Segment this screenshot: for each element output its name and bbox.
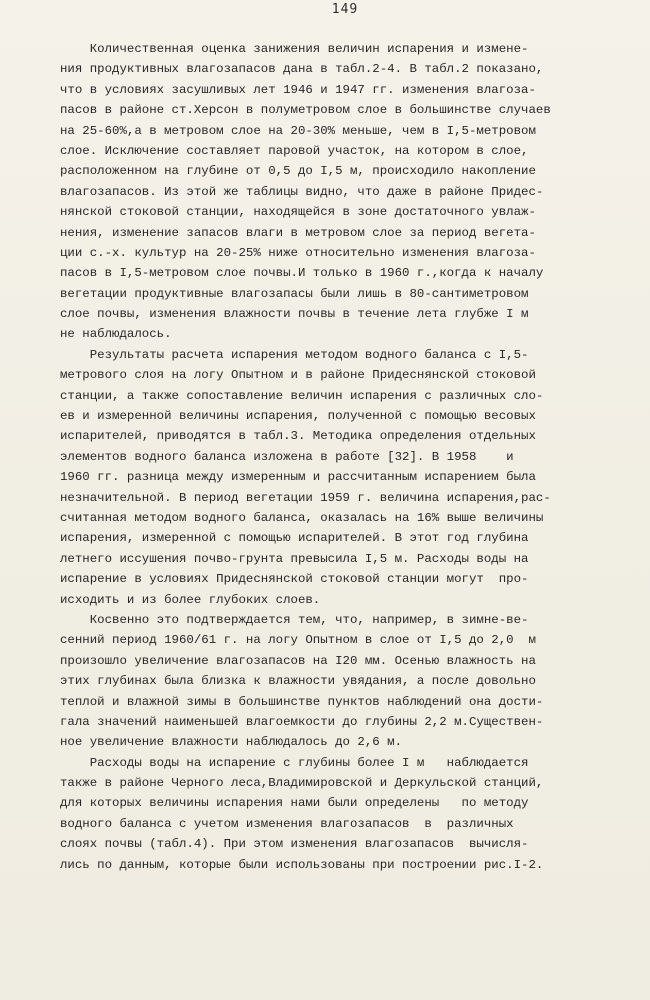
paragraph xyxy=(60,610,625,753)
text-line: летнего иссушения почво-грунта превысила I,5 м. Расходы воды на xyxy=(60,551,529,566)
text-line: не наблюдалось. xyxy=(60,327,172,342)
text-line: гала значений наименьшей влагоемкости до глубины 2,2 м.Существен- xyxy=(60,714,544,729)
text-line: Косвенно это подтверждается тем, что, например, в зимне-ве- xyxy=(60,612,529,627)
text-line: пасов в I,5-метровом слое почвы.И только в 1960 г.,когда к началу xyxy=(60,266,544,281)
text-line: слое. Исключение составляет паровой участок, на котором в слое, xyxy=(60,143,529,158)
text-line: 1960 гг. разница между измеренным и рассчитанным испарением была xyxy=(60,470,536,485)
text-line: ное увеличение влажности наблюдалось до 2,6 м. xyxy=(60,735,403,750)
text-line: нянской стоковой станции, находящейся в зоне достаточного увлаж- xyxy=(60,205,536,220)
text-line: нения, изменение запасов влаги в метровом слое за период вегета- xyxy=(60,225,536,240)
paragraph xyxy=(60,753,625,875)
text-line: слоях почвы (табл.4). При этом изменения влагозапасов вычисля- xyxy=(60,837,529,852)
text-line: вегетации продуктивные влагозапасы были лишь в 80-сантиметровом xyxy=(60,286,529,301)
text-line: слое почвы, изменения влажности почвы в течение лета глубже I м xyxy=(60,307,529,322)
text-line: Результаты расчета испарения методом водного баланса с I,5- xyxy=(60,347,529,362)
text-line: этих глубинах была близка к влажности увядания, а после довольно xyxy=(60,674,536,689)
text-line: для которых величины испарения нами были определены по методу xyxy=(60,796,529,811)
text-line: незначительной. В период вегетации 1959 г. величина испарения,рас- xyxy=(60,490,551,505)
text-line: лись по данным, которые были использованы при построении рис.I-2. xyxy=(60,857,544,872)
body-text xyxy=(60,39,625,875)
text-line: расположенном на глубине от 0,5 до I,5 м, происходило накопление xyxy=(60,164,536,179)
text-line: испарителей, приводятся в табл.3. Методика определения отдельных xyxy=(60,429,536,444)
text-line: ции с.-х. культур на 20-25% ниже относительно изменения влагоза- xyxy=(60,245,536,260)
text-line: испарения, измеренной с помощью испарителей. В этот год глубина xyxy=(60,531,529,546)
text-line: что в условиях засушливых лет 1946 и 1947 гг. изменения влагоза- xyxy=(60,82,536,97)
text-line: Расходы воды на испарение с глубины более I м наблюдается xyxy=(60,755,529,770)
text-line: произошло увеличение влагозапасов на I20 мм. Осенью влажность на xyxy=(60,653,536,668)
text-line: метрового слоя на логу Опытном и в районе Придеснянской стоковой xyxy=(60,368,536,383)
text-line: исходить и из более глубоких слоев. xyxy=(60,592,321,607)
text-line: ния продуктивных влагозапасов дана в табл.2-4. В табл.2 показано, xyxy=(60,62,544,77)
text-line: испарение в условиях Придеснянской стоковой станции могут про- xyxy=(60,572,529,587)
text-line: Количественная оценка занижения величин испарения и измене- xyxy=(60,42,529,56)
paragraph xyxy=(60,39,625,345)
text-line: влагозапасов. Из этой же таблицы видно, что даже в районе Придес- xyxy=(60,184,544,199)
text-line: на 25-60%,а в метровом слое на 20-30% меньше, чем в I,5-метровом xyxy=(60,123,536,138)
page-number: 149 xyxy=(331,2,359,17)
text-line: также в районе Черного леса,Владимировской и Деркульской станций, xyxy=(60,776,544,791)
text-line: ев и измеренной величины испарения, полученной с помощью весовых xyxy=(60,409,536,424)
text-line: элементов водного баланса изложена в работе [32]. В 1958 и xyxy=(60,449,514,464)
text-line: сенний период 1960/61 г. на логу Опытном в слое от I,5 до 2,0 м xyxy=(60,633,536,648)
text-line: пасов в районе ст.Херсон в полуметровом слое в большинстве случаев xyxy=(60,103,551,118)
text-line: теплой и влажной зимы в большинстве пунктов наблюдений она дости- xyxy=(60,694,544,709)
text-line: водного баланса с учетом изменения влагозапасов в различных xyxy=(60,816,514,831)
paragraph xyxy=(60,345,625,610)
text-line: считанная методом водного баланса, оказалась на 16% выше величины xyxy=(60,510,544,525)
text-line: станции, а также сопоставление величин испарения с различных сло- xyxy=(60,388,544,403)
